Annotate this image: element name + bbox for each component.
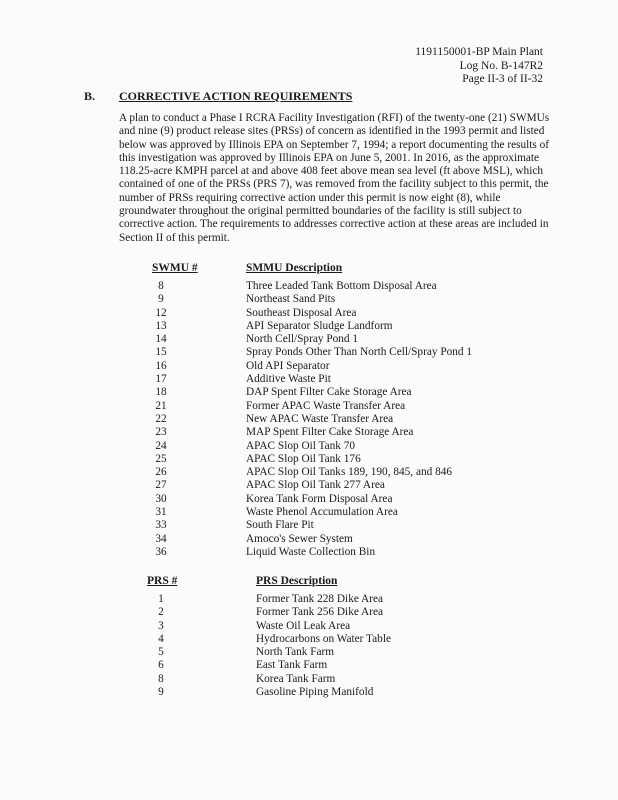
table-row: [0, 453, 618, 466]
row-description: North Tank Farm: [256, 646, 335, 659]
row-number: 23: [155, 426, 167, 439]
table-row: [0, 426, 618, 439]
row-description: Former Tank 256 Dike Area: [256, 606, 384, 619]
table-row: [0, 659, 618, 672]
prs-table: [0, 593, 618, 699]
row-number: 12: [155, 306, 167, 319]
row-number: 6: [158, 659, 164, 672]
row-description: East Tank Farm: [256, 659, 328, 672]
page-number: Page II-3 of II-32: [462, 73, 543, 85]
table-row: [0, 280, 618, 293]
row-description: New APAC Waste Transfer Area: [246, 412, 394, 425]
row-number: 3: [158, 619, 164, 632]
row-number: 25: [155, 452, 167, 465]
row-description: Former Tank 228 Dike Area: [256, 593, 384, 605]
table-row: [0, 307, 618, 320]
row-number: 30: [155, 492, 167, 505]
table-row: [0, 673, 618, 686]
row-number: 36: [155, 545, 167, 558]
table-row: [0, 413, 618, 426]
table-row: [0, 493, 618, 506]
table-row: [0, 479, 618, 492]
row-description: North Cell/Spray Pond 1: [246, 333, 359, 346]
row-number: 31: [155, 506, 167, 519]
row-number: 15: [155, 346, 167, 359]
section-letter: B.: [84, 89, 96, 103]
table-row: [0, 320, 618, 333]
table-row: [0, 386, 618, 399]
row-description: Old API Separator: [246, 359, 330, 372]
table-row: [0, 333, 618, 346]
table-row: [0, 633, 618, 646]
table-row: [0, 360, 618, 373]
row-description: Gasoline Piping Manifold: [256, 686, 374, 699]
table-row: [0, 606, 618, 619]
row-number: 26: [155, 466, 167, 479]
row-number: 22: [155, 412, 167, 425]
row-description: Korea Tank Farm: [256, 672, 336, 685]
row-number: 13: [155, 319, 167, 332]
row-description: Southeast Disposal Area: [246, 306, 357, 319]
row-number: 8: [158, 280, 164, 292]
row-description: APAC Slop Oil Tank 277 Area: [246, 479, 385, 492]
row-number: 9: [158, 293, 164, 306]
table-row: [0, 440, 618, 453]
row-description: South Flare Pit: [246, 519, 314, 532]
row-number: 16: [155, 359, 167, 372]
page-header: [415, 46, 543, 87]
table-row: [0, 533, 618, 546]
row-description: Korea Tank Form Disposal Area: [246, 492, 393, 505]
table-row: [0, 686, 618, 699]
row-number: 9: [158, 686, 164, 699]
row-description: DAP Spent Filter Cake Storage Area: [246, 386, 412, 399]
row-description: Former APAC Waste Transfer Area: [246, 399, 406, 412]
section-title: CORRECTIVE ACTION REQUIREMENTS: [119, 89, 353, 103]
table-row: [0, 506, 618, 519]
table-row: [0, 466, 618, 479]
row-number: 4: [158, 632, 164, 645]
table-row: [0, 400, 618, 413]
row-number: 17: [155, 373, 167, 386]
table-row: [0, 346, 618, 359]
row-number: 24: [155, 439, 167, 452]
facility-id: 1191150001-BP Main Plant: [415, 46, 543, 58]
row-number: 8: [158, 672, 164, 685]
swmu-description-header: SMMU Description: [246, 262, 343, 274]
table-row: [0, 620, 618, 633]
row-number: 1: [158, 593, 164, 605]
row-description: Waste Oil Leak Area: [256, 619, 351, 632]
table-row: [0, 519, 618, 532]
row-number: 33: [155, 519, 167, 532]
row-number: 5: [158, 646, 164, 659]
row-description: APAC Slop Oil Tanks 189, 190, 845, and 846: [246, 466, 453, 479]
row-number: 14: [155, 333, 167, 346]
table-row: [0, 646, 618, 659]
swmu-number-header: SWMU #: [152, 262, 198, 274]
row-description: APAC Slop Oil Tank 176: [246, 452, 361, 465]
row-description: Three Leaded Tank Bottom Disposal Area: [246, 280, 437, 292]
row-number: 34: [155, 532, 167, 545]
log-number: Log No. B-147R2: [459, 59, 543, 72]
row-number: 21: [155, 399, 167, 412]
row-description: Spray Ponds Other Than North Cell/Spray Pond 1: [246, 346, 473, 359]
row-number: 2: [158, 606, 164, 619]
row-description: MAP Spent Filter Cake Storage Area: [246, 426, 414, 439]
table-row: [0, 373, 618, 386]
table-row: [0, 293, 618, 306]
row-description: API Separator Sludge Landform: [246, 319, 393, 332]
prs-description-header: PRS Description: [256, 575, 338, 587]
table-row: [0, 546, 618, 559]
row-number: 27: [155, 479, 167, 492]
row-description: Liquid Waste Collection Bin: [246, 545, 376, 558]
row-description: Waste Phenol Accumulation Area: [246, 506, 398, 519]
row-description: Northeast Sand Pits: [246, 293, 336, 306]
row-number: 18: [155, 386, 167, 399]
intro-paragraph: A plan to conduct a Phase I RCRA Facility Investigation (RFI) of the twenty-one (21) SWMUs and nine (9) product release sites (PRSs) of concern as identified in the 1993 permit and listed below was approved by Illinois EPA on September 7, 1994; a report documenting the results of this investigation was approved by Illinois EPA on June 5, 2001. In 2016, as the approximate 118.25-acre KMPH parcel at and above 408 feet above mean sea level (ft above MSL), which contained of one of the PRSs (PRS 7), was removed from the facility subject to this permit, the number of PRSs requiring corrective action under this permit is now eight (8), while groundwater throughout the original permitted boundaries of the facility is still subject to corrective action. The requirements to addresses corrective action at these areas are included in Section II of this permit.: [119, 112, 550, 244]
swmu-table: [0, 280, 618, 559]
prs-number-header: PRS #: [147, 575, 178, 587]
row-description: Additive Waste Pit: [246, 373, 331, 386]
row-description: Hydrocarbons on Water Table: [256, 632, 391, 645]
table-row: [0, 593, 618, 606]
row-description: APAC Slop Oil Tank 70: [246, 439, 356, 452]
row-description: Amoco's Sewer System: [246, 532, 353, 545]
